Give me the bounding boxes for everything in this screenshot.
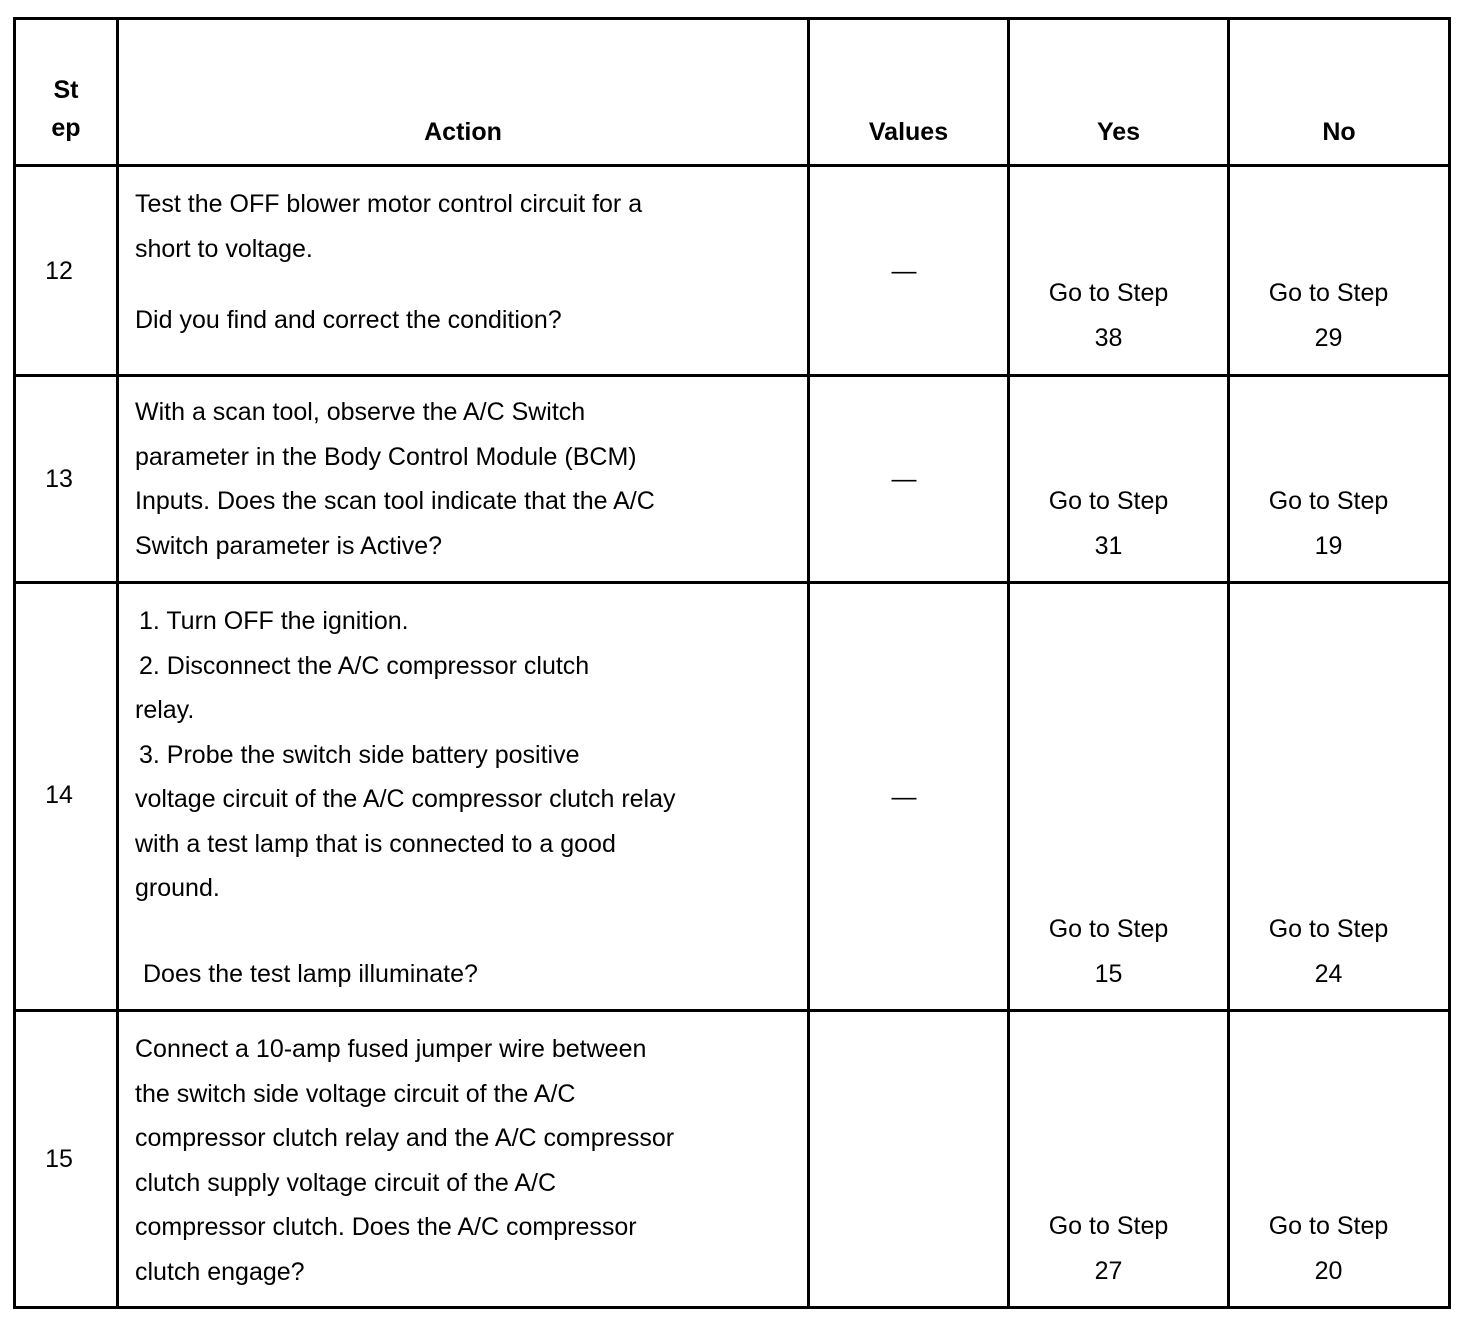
action-text: Test the OFF blower motor control circuit for a short to voltage. Did you find and correct the condition? <box>135 190 643 334</box>
values-text: — <box>891 783 917 811</box>
header-divider <box>13 164 1451 167</box>
column-divider <box>807 17 810 1309</box>
table-border-bottom <box>13 1306 1451 1309</box>
row-divider <box>13 374 1451 377</box>
step-number: 14 <box>45 781 73 809</box>
action-text: 1. Turn OFF the ignition. 2. Disconnect the A/C compressor clutch relay. 3. Probe the switch side battery positive voltage circuit of the A/C compressor clutch relay with a test lamp that is connected to a good ground. Does the test lamp illuminate? <box>135 607 676 988</box>
yes-result: Go to Step 38 <box>1048 279 1169 352</box>
no-result: Go to Step 19 <box>1268 487 1389 560</box>
no-result: Go to Step 24 <box>1268 915 1389 988</box>
step-number: 13 <box>45 465 73 493</box>
values-text: — <box>891 257 917 285</box>
column-divider <box>1227 17 1230 1309</box>
yes-result: Go to Step 27 <box>1048 1212 1169 1285</box>
values-text: — <box>891 465 917 493</box>
table-border-left <box>13 17 16 1309</box>
row-divider <box>13 581 1451 584</box>
table-border-top <box>13 17 1451 20</box>
step-number: 12 <box>45 257 73 285</box>
no-result: Go to Step 20 <box>1268 1212 1389 1285</box>
column-divider <box>1007 17 1010 1309</box>
row-divider <box>13 1009 1451 1012</box>
header-step: St ep <box>51 76 81 142</box>
no-result: Go to Step 29 <box>1268 279 1389 352</box>
yes-result: Go to Step 15 <box>1048 915 1169 988</box>
action-text: Connect a 10-amp fused jumper wire between the switch side voltage circuit of the A/C compressor clutch relay and the A/C compressor clutch supply voltage circuit of the A/C compressor clutch. Does the A/C compressor clutch engage? <box>135 1035 675 1286</box>
table-border-right <box>1448 17 1451 1309</box>
step-number: 15 <box>45 1145 73 1173</box>
header-action: Action <box>424 118 502 146</box>
header-values: Values <box>868 118 949 146</box>
action-text: With a scan tool, observe the A/C Switch parameter in the Body Control Module (BCM) Inputs. Does the scan tool indicate that the A/C Switch parameter is Active? <box>135 398 655 560</box>
yes-result: Go to Step 31 <box>1048 487 1169 560</box>
header-yes: Yes <box>1096 118 1141 146</box>
header-no: No <box>1322 118 1356 146</box>
